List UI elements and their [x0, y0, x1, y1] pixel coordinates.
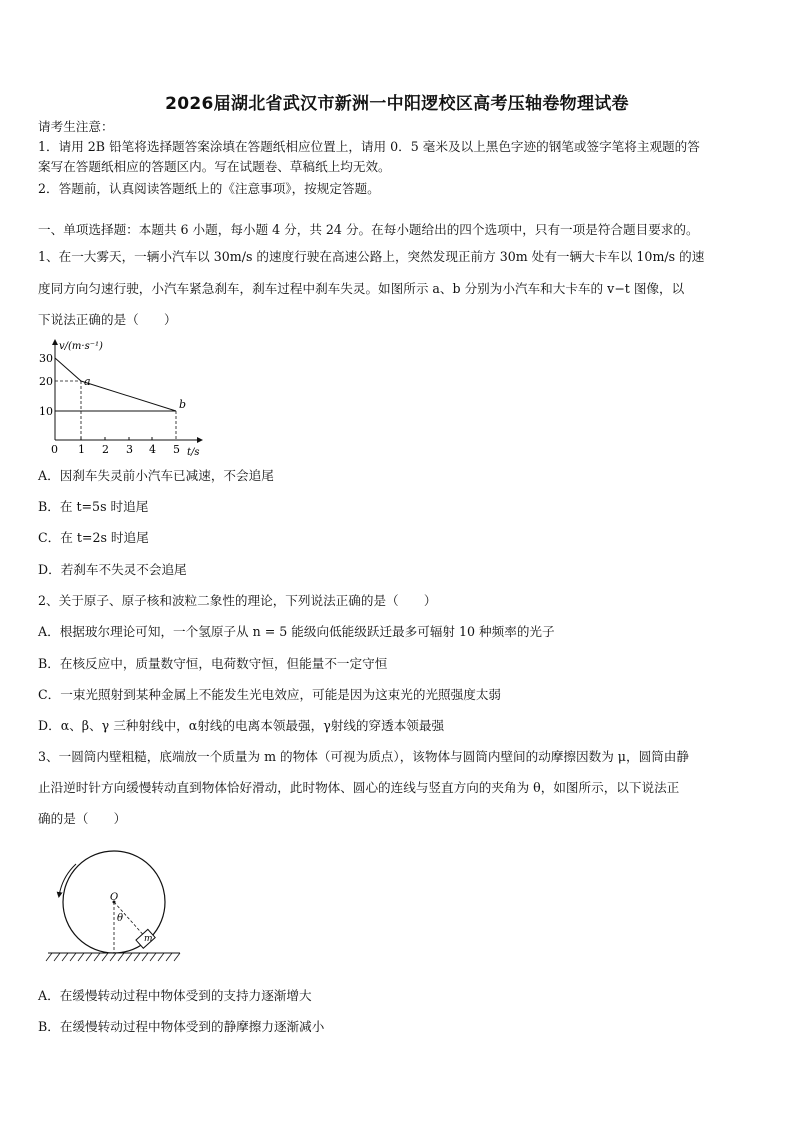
q1-stem-line-1: 1、在一大雾天，一辆小汽车以 30m/s 的速度行驶在高速公路上，突然发现正前方 30m 处有一辆大卡车以 10m/s 的速: [38, 249, 705, 264]
x-axis-label: t/s: [187, 447, 200, 458]
q2-option-d: D．α、β、γ 三种射线中，α射线的电离本领最强，γ射线的穿透本领最强: [38, 718, 445, 733]
q3-option-b: B．在缓慢转动过程中物体受到的静摩擦力逐渐减小: [38, 1019, 325, 1034]
q3-stem-line-1: 3、一圆筒内壁粗糙，底端放一个质量为 m 的物体（可视为质点），该物体与圆筒内壁间的动摩擦因数为 μ，圆筒由静: [38, 749, 689, 764]
x-tick-5: 5: [173, 443, 180, 456]
section-heading: 一、单项选择题：本题共 6 小题，每小题 4 分，共 24 分。在每小题给出的四个选项中，只有一项是符合题目要求的。: [38, 222, 699, 237]
q2-stem: 2、关于原子、原子核和波粒二象性的理论，下列说法正确的是（ ）: [38, 593, 437, 608]
q2-option-b: B．在核反应中，质量数守恒，电荷数守恒，但能量不一定守恒: [38, 656, 388, 671]
q1-option-b: B．在 t=5s 时追尾: [38, 499, 149, 514]
q3-option-a: A．在缓慢转动过程中物体受到的支持力逐渐增大: [38, 988, 312, 1003]
notice-heading: 请考生注意：: [38, 119, 114, 134]
label-b: b: [179, 398, 187, 411]
x-tick-3: 3: [126, 443, 133, 456]
notice-line-2: 2．答题前，认真阅读答题纸上的《注意事项》，按规定答题。: [38, 181, 380, 196]
x-tick-4: 4: [149, 443, 156, 456]
label-theta: θ: [117, 913, 124, 924]
x-tick-2: 2: [102, 443, 109, 456]
q3-stem-line-2: 止沿逆时针方向缓慢转动直到物体恰好滑动，此时物体、圆心的连线与竖直方向的夹角为 θ，如图所示，以下说法正: [38, 780, 680, 795]
q1-stem-line-3: 下说法正确的是（ ）: [38, 312, 177, 327]
q1-option-a: A．因刹车失灵前小汽车已减速，不会追尾: [38, 468, 274, 483]
q1-stem-line-2: 度同方向匀速行驶，小汽车紧急刹车，刹车过程中刹车失灵。如图所示 a、b 分别为小汽车和大卡车的 v−t 图像，以: [38, 281, 685, 296]
q1-option-d: D．若刹车不失灵不会追尾: [38, 562, 187, 577]
line-a: [55, 358, 176, 411]
label-a: a: [84, 375, 91, 388]
q1-option-c: C．在 t=2s 时追尾: [38, 530, 149, 545]
q2-option-a: A．根据玻尔理论可知，一个氢原子从 n = 5 能级向低能级跃迁最多可辐射 10 种频率的光子: [38, 624, 555, 639]
y-tick-20: 20: [39, 375, 53, 388]
y-tick-10: 10: [39, 405, 53, 418]
q3-cylinder-figure: [44, 842, 184, 970]
x-tick-0: 0: [51, 443, 58, 456]
label-m: m: [144, 934, 153, 944]
label-O: O: [110, 892, 119, 903]
notice-line-1b: 案写在答题纸相应的答题区内。写在试题卷、草稿纸上均无效。: [38, 159, 391, 174]
q3-stem-line-3: 确的是（ ）: [38, 811, 127, 826]
page-title: 2026届湖北省武汉市新洲一中阳逻校区高考压轴卷物理试卷: [165, 94, 629, 114]
q2-option-c: C．一束光照射到某种金属上不能发生光电效应，可能是因为这束光的光照强度太弱: [38, 687, 502, 702]
ground-hatch: [46, 953, 180, 961]
y-tick-30: 30: [39, 352, 53, 365]
notice-line-1a: 1．请用 2B 铅笔将选择题答案涂填在答题纸相应位置上，请用 0．5 毫米及以上黑色字迹的钢笔或签字笔将主观题的答: [38, 139, 700, 154]
x-tick-1: 1: [78, 443, 85, 456]
q1-vt-graph: [34, 336, 214, 458]
y-axis-label: v/(m·s⁻¹): [59, 341, 103, 352]
